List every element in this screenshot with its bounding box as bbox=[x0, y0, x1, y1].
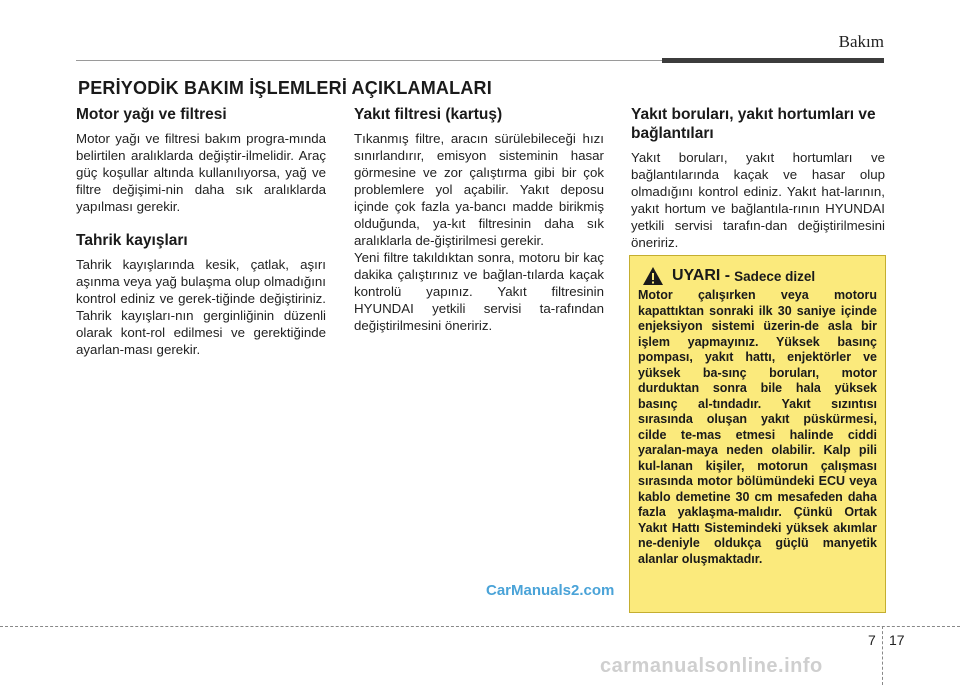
warning-triangle-icon bbox=[642, 266, 664, 286]
text-drive-belts: Tahrik kayışlarında kesik, çatlak, aşırı aşınma veya yağ bulaşma olup olmadığını kontrol ediniz ve gerek-tiğinde değiştiriniz. Tahrik kayışları-nın gerginliğinin düzenli olarak kont-rol edilmesi ve gerektiğinde ayarlan-ması gerekir. bbox=[76, 257, 326, 357]
running-header: Bakım bbox=[838, 32, 884, 51]
warning-box bbox=[629, 255, 886, 613]
column-right bbox=[631, 105, 885, 251]
page-number: 17 bbox=[889, 632, 905, 648]
heading-engine-oil: Motor yağı ve filtresi bbox=[76, 106, 227, 123]
column-middle bbox=[354, 105, 604, 334]
footer-divider bbox=[0, 626, 960, 627]
header-rule-accent bbox=[662, 58, 884, 63]
section-title: PERİYODİK BAKIM İŞLEMLERİ AÇIKLAMALARI bbox=[78, 78, 492, 98]
warning-subtitle: Sadece dizel bbox=[734, 268, 816, 284]
chapter-number: 7 bbox=[868, 632, 876, 648]
warning-title: UYARI - bbox=[672, 267, 731, 284]
text-fuel-filter-b: Yeni filtre takıldıktan sonra, motoru bir kaç dakika çalıştırınız ve bağlan-tılarda kaçak kontrolü yapınız. Yakıt filtresinin HYUNDAI yetkili servisi ta-rafından değiştirilmesini öneririz. bbox=[354, 250, 604, 333]
heading-fuel-filter: Yakıt filtresi (kartuş) bbox=[354, 106, 503, 123]
footer-watermark: carmanualsonline.info bbox=[600, 655, 823, 677]
footer-divider-vertical bbox=[882, 626, 883, 685]
text-fuel-filter-a: Tıkanmış filtre, aracın sürülebileceği hızı sınırlandırır, emisyon sisteminin hasar görmesine ve zor çalıştırma gibi bir çok problemlere yol açabilir. Yakıt deposu içinde çok fazla ya-bancı madde birikmiş olduğunda, ya-kıt filtresinin daha sık aralıklarla de-ğiştirilmesi gerekir. bbox=[354, 131, 604, 248]
warning-text: Motor çalışırken veya motoru kapattıktan sonraki ilk 30 saniye içinde enjeksiyon sistemi üzerin-de asla bir işlem yapmayınız. Yüksek basınç pompası, yakıt hattı, enjektörler ve yüksek ba-sınç boruları, motor durduktan sonra bile hala yüksek basınç al-tındadır. Yakıt sızıntısı sırasında oluşan yakıt püskürmesi, cilde te-mas etmesi halinde ciddi yaralan-maya neden olabilir. Kalp pili kul-lanan kişiler, motorun çalışması sırasında motor bölümündeki ECU veya kablo demetine 30 cm mesafeden daha fazla yaklaşma-malıdır. Çünkü Ortak Yakıt Hattı Sistemindeki yüksek akımlar ne-deniyle oldukça güçlü manyetik alanlar oluşmaktadır. bbox=[638, 288, 877, 566]
warning-header bbox=[642, 266, 877, 286]
column-left bbox=[76, 105, 326, 358]
heading-fuel-lines: Yakıt boruları, yakıt hortumları ve bağlantıları bbox=[631, 106, 876, 142]
text-engine-oil: Motor yağı ve filtresi bakım progra-mında belirtilen aralıklarda değiştir-ilmelidir. Araç güç koşullar altında kullanılıyorsa, yağ ve filtre değişimi-nin daha sık aralıklarda yapılması gerekir. bbox=[76, 131, 326, 214]
watermark-link[interactable]: CarManuals2.com bbox=[486, 582, 615, 599]
heading-drive-belts: Tahrik kayışları bbox=[76, 232, 188, 249]
text-fuel-lines: Yakıt boruları, yakıt hortumları ve bağlantılarında kaçak ve hasar olup olmadığını kontrol ediniz. Yakıt hat-larının, yakıt hortum ve bağlantıla-rının HYUNDAI yetkili servisi tarafın-dan değiştirilmesini öneririz. bbox=[631, 150, 885, 250]
